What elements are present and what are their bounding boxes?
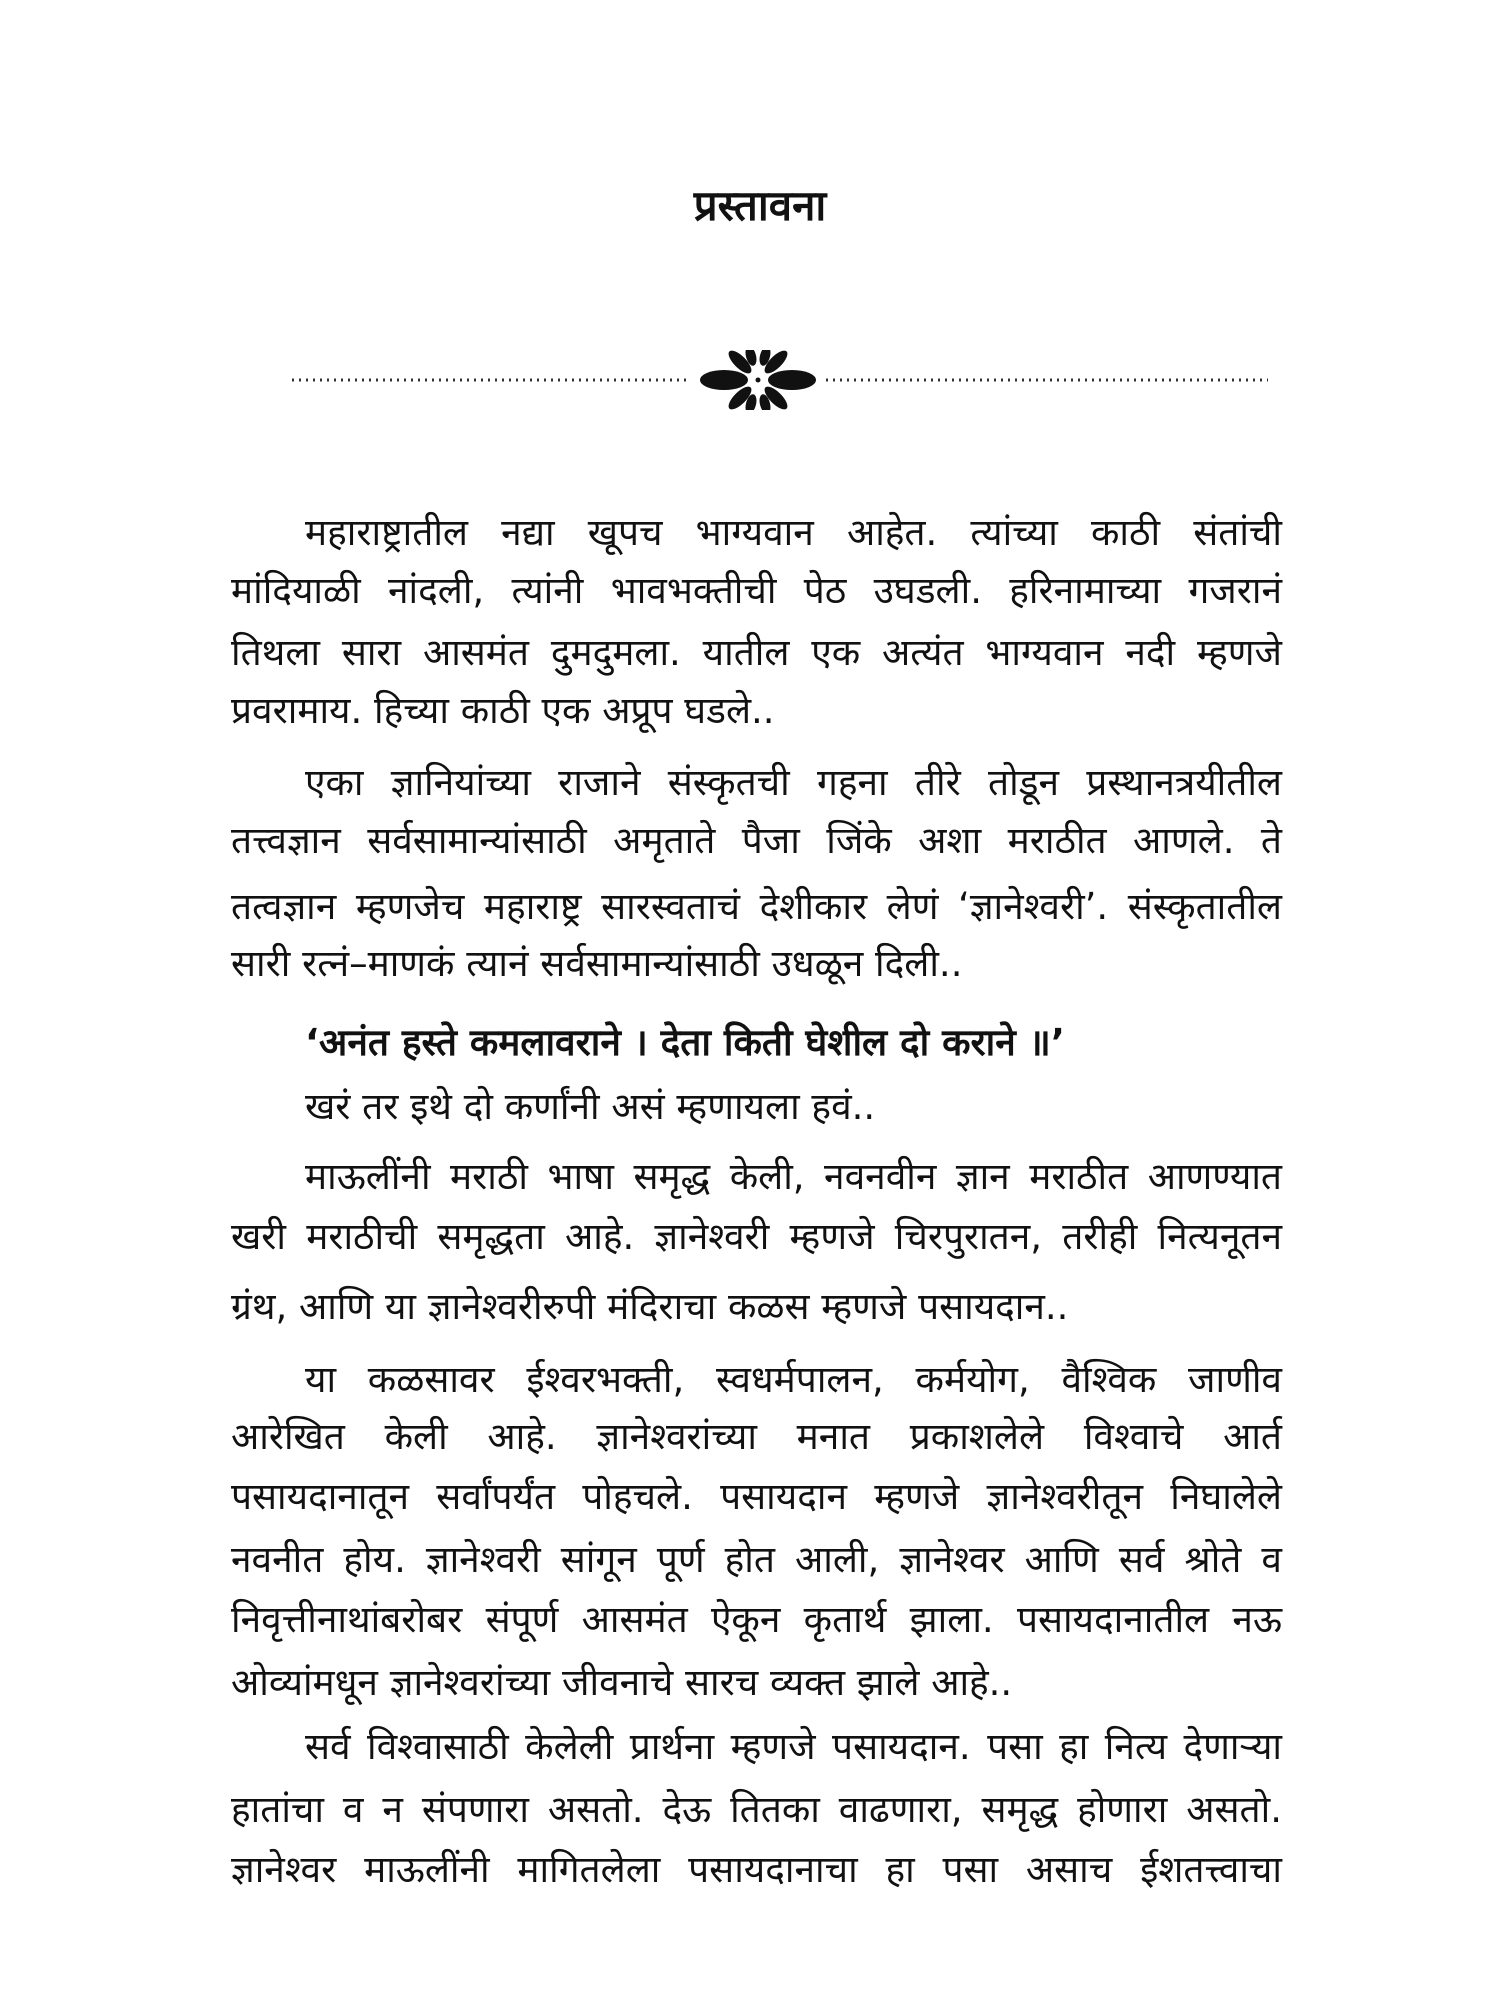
- paragraph-7-line-1: सर्व विश्वासाठी केलेली प्रार्थना म्हणजे पसायदान. पसा हा नित्य देणाऱ्या: [305, 1725, 1282, 1768]
- paragraph-6-line-6: ओव्यांमधून ज्ञानेश्वरांच्या जीवनाचे सारच व्यक्त झाले आहे..: [231, 1661, 1013, 1704]
- paragraph-6-line-2: आरेखित केली आहे. ज्ञानेश्वरांच्या मनात प्रकाशलेले विश्वाचे आर्त: [231, 1415, 1282, 1458]
- paragraph-5-line-3: ग्रंथ, आणि या ज्ञानेश्वरीरुपी मंदिराचा कळस म्हणजे पसायदान..: [231, 1285, 1069, 1328]
- paragraph-2-line-2: तत्त्वज्ञान सर्वसामान्यांसाठी अमृताते पैजा जिंके अशा मराठीत आणले. ते: [231, 819, 1282, 862]
- paragraph-6-line-3: पसायदानातून सर्वांपर्यंत पोहचले. पसायदान म्हणजे ज्ञानेश्वरीतून निघालेले: [231, 1475, 1282, 1518]
- paragraph-1-line-1: महाराष्ट्रातील नद्या खूपच भाग्यवान आहेत. त्यांच्या काठी संतांची: [305, 511, 1282, 554]
- paragraph-4-line-1: खरं तर इथे दो कर्णांनी असं म्हणायला हवं..: [305, 1085, 876, 1128]
- quote-line: ‘अनंत हस्ते कमलावराने । देता किती घेशील दो कराने ॥’: [305, 1021, 1065, 1064]
- paragraph-6-line-1: या कळसावर ईश्वरभक्ती, स्वधर्मपालन, कर्मयोग, वैश्विक जाणीव: [305, 1358, 1282, 1401]
- paragraph-5-line-1: माऊलींनी मराठी भाषा समृद्ध केली, नवनवीन ज्ञान मराठीत आणण्यात: [305, 1155, 1282, 1198]
- paragraph-2-line-3: तत्वज्ञान म्हणजेच महाराष्ट्र सारस्वताचं देशीकार लेणं ‘ज्ञानेश्वरी’. संस्कृतातील: [231, 885, 1282, 928]
- paragraph-1-line-2: मांदियाळी नांदली, त्यांनी भावभक्तीची पेठ उघडली. हरिनामाच्या गजरानं: [231, 569, 1282, 612]
- paragraph-7-line-3: ज्ञानेश्वर माऊलींनी मागितलेला पसायदानाचा हा पसा असाच ईशतत्त्वाचा: [231, 1848, 1282, 1891]
- paragraph-2-line-1: एका ज्ञानियांच्या राजाने संस्कृतची गहना तीरे तोडून प्रस्थानत्रयीतील: [305, 761, 1282, 804]
- paragraph-5-line-2: खरी मराठीची समृद्धता आहे. ज्ञानेश्वरी म्हणजे चिरपुरातन, तरीही नित्यनूतन: [231, 1215, 1282, 1258]
- paragraph-7-line-2: हातांचा व न संपणारा असतो. देऊ तितका वाढणारा, समृद्ध होणारा असतो.: [231, 1788, 1282, 1831]
- floral-divider-icon: [0, 350, 1500, 410]
- paragraph-1-line-3: तिथला सारा आसमंत दुमदुमला. यातील एक अत्यंत भाग्यवान नदी म्हणजे: [231, 631, 1282, 674]
- paragraph-1-line-4: प्रवरामाय. हिच्या काठी एक अप्रूप घडले..: [231, 689, 775, 732]
- paragraph-6-line-4: नवनीत होय. ज्ञानेश्वरी सांगून पूर्ण होत आली, ज्ञानेश्वर आणि सर्व श्रोते व: [231, 1538, 1282, 1581]
- paragraph-2-line-4: सारी रत्नं–माणकं त्यानं सर्वसामान्यांसाठी उधळून दिली..: [231, 942, 963, 985]
- page-title: प्रस्तावना: [693, 181, 827, 230]
- paragraph-6-line-5: निवृत्तीनाथांबरोबर संपूर्ण आसमंत ऐकून कृतार्थ झाला. पसायदानातील नऊ: [231, 1598, 1282, 1641]
